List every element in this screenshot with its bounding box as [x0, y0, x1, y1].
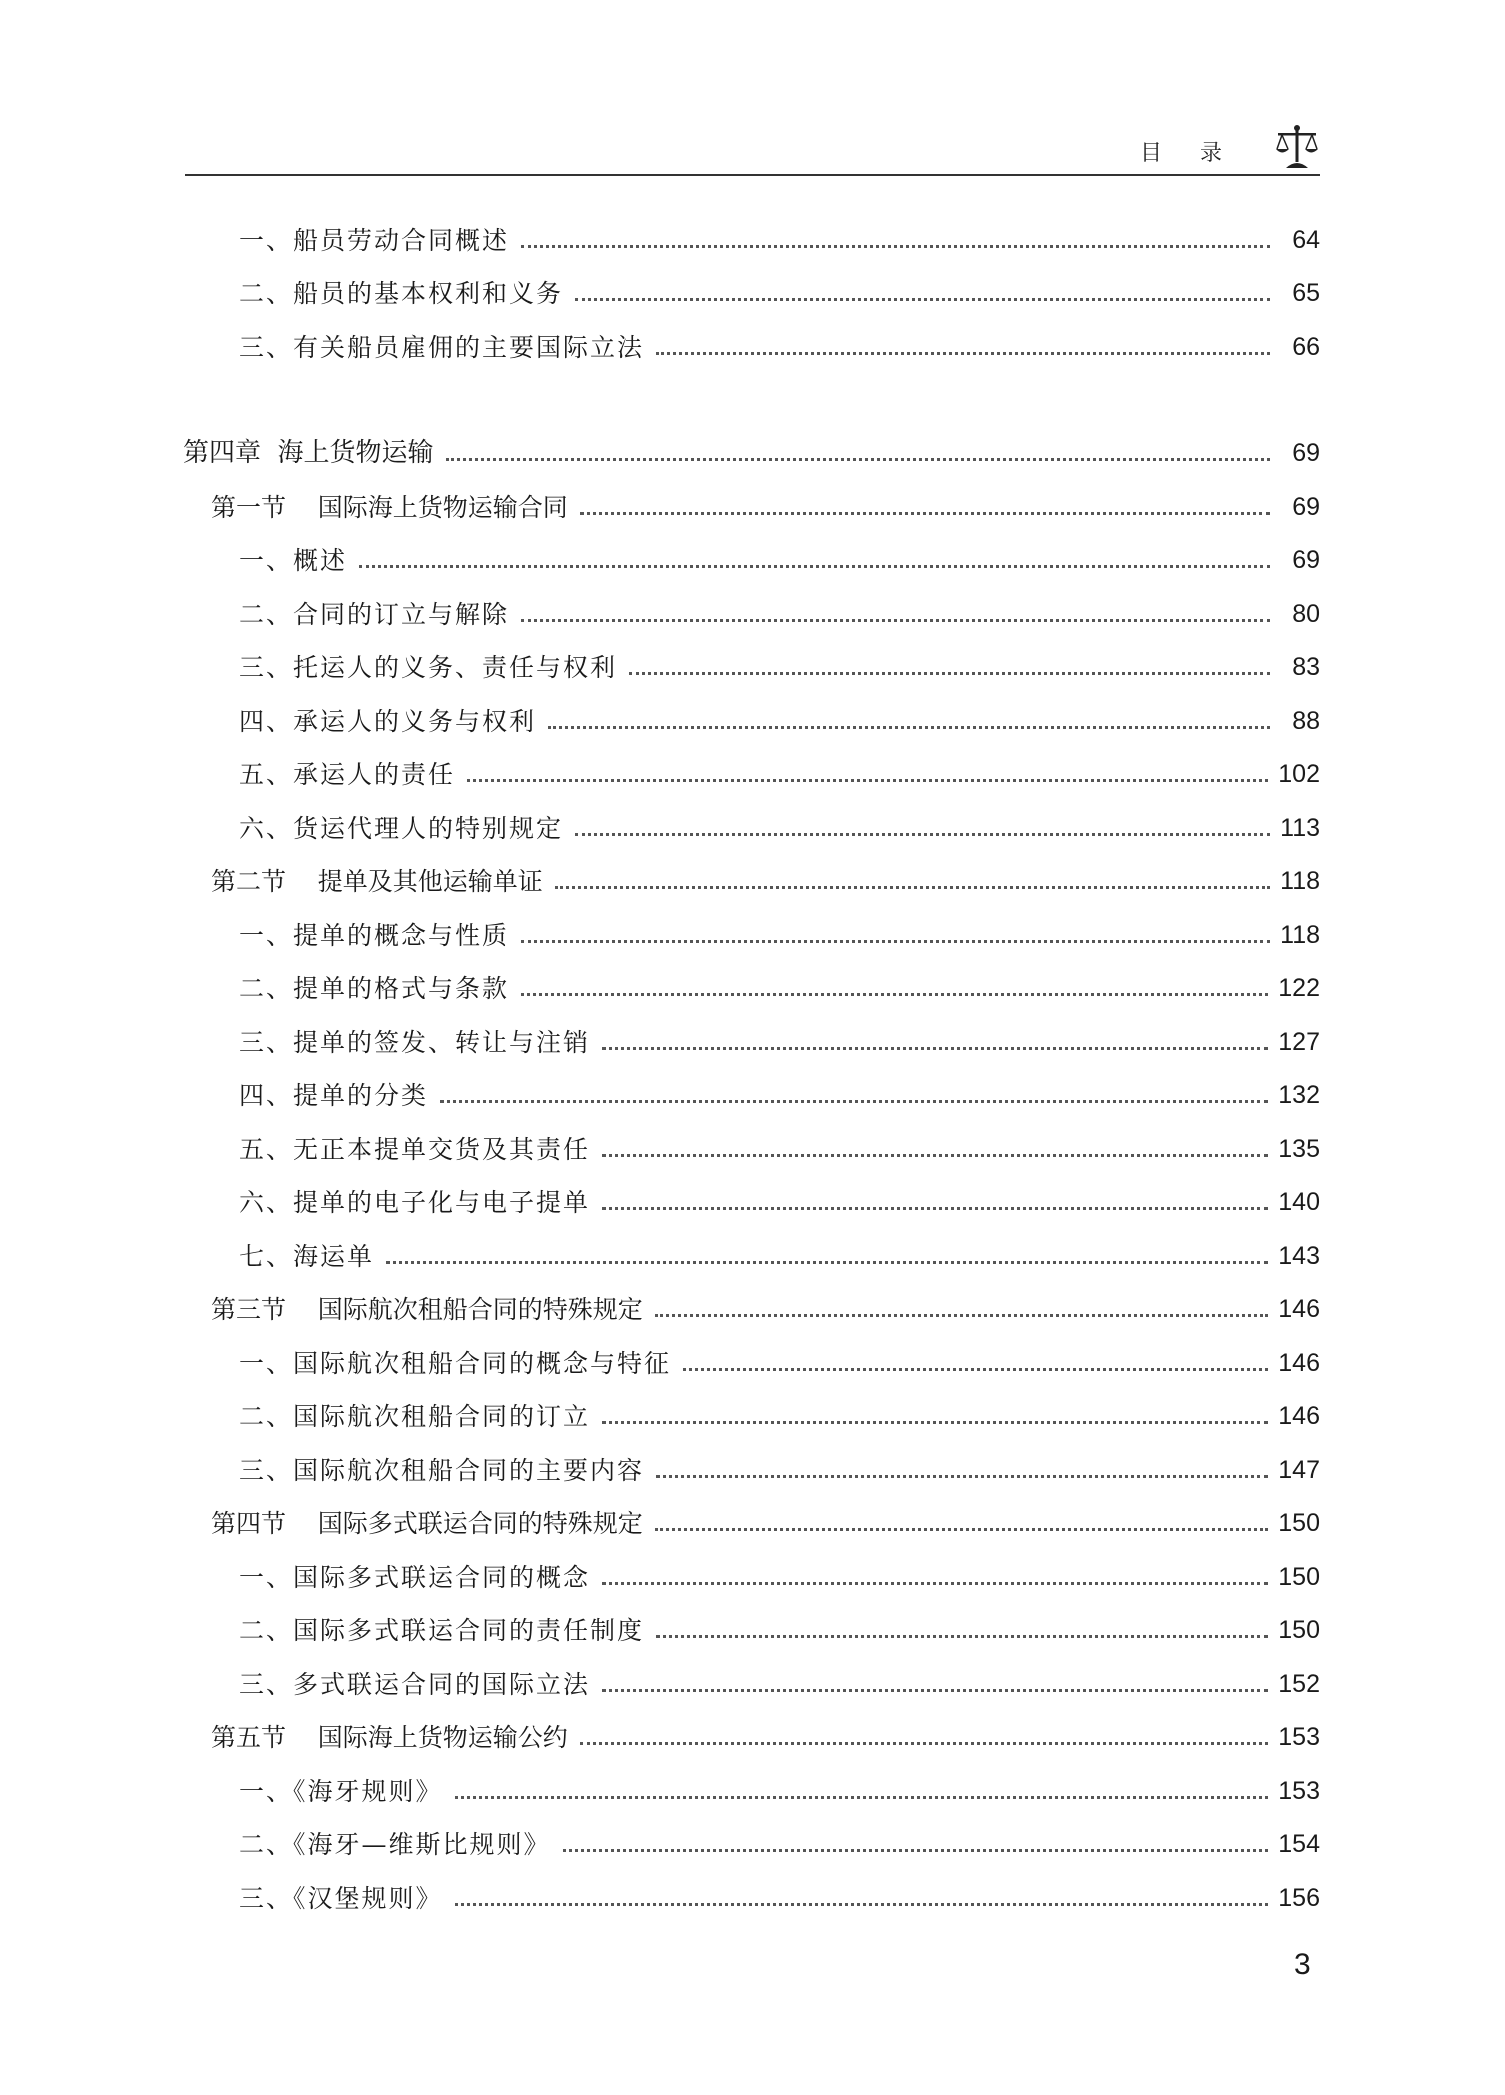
toc-entry-title: 一、概述 [239, 546, 348, 575]
toc-entry-page-number: 80 [1292, 599, 1320, 628]
dot-leader [359, 565, 1270, 568]
toc-entry-title: 二、国际多式联运合同的责任制度 [239, 1616, 645, 1645]
dot-leader [602, 1421, 1268, 1424]
toc-item-entry [183, 795, 1320, 849]
table-of-contents [183, 207, 1320, 1919]
toc-entry-page-number: 147 [1278, 1455, 1320, 1484]
toc-entry-title: 二、船员的基本权利和义务 [239, 279, 564, 308]
toc-item-entry [183, 1116, 1320, 1170]
toc-item-entry [183, 528, 1320, 582]
dot-leader [629, 672, 1270, 675]
dot-leader [602, 1047, 1268, 1050]
toc-item-entry [183, 1330, 1320, 1384]
toc-entry-page-number: 150 [1278, 1562, 1320, 1591]
toc-item-entry [183, 1544, 1320, 1598]
toc-item-entry [183, 688, 1320, 742]
toc-entry-page-number: 65 [1292, 279, 1320, 307]
dot-leader [580, 1742, 1268, 1745]
toc-entry-page-number: 88 [1292, 706, 1320, 735]
dot-leader [656, 352, 1270, 355]
toc-entry-title: 五、无正本提单交货及其责任 [239, 1134, 591, 1164]
toc-entry-title: 第一节 国际海上货物运输合同 [211, 492, 568, 522]
toc-item-entry [183, 314, 1320, 368]
toc-entry-title: 第五节 国际海上货物运输公约 [211, 1723, 568, 1752]
toc-entry-title: 三、有关船员雇佣的主要国际立法 [239, 332, 645, 362]
toc-entry-page-number: 127 [1278, 1027, 1320, 1056]
dot-leader [683, 1368, 1268, 1371]
toc-entry-page-number: 140 [1278, 1188, 1320, 1216]
toc-entry-page-number: 152 [1278, 1669, 1320, 1698]
dot-leader [467, 779, 1268, 782]
toc-entry-title: 三、多式联运合同的国际立法 [239, 1669, 591, 1699]
dot-leader [563, 1849, 1269, 1852]
toc-entry-title: 二、国际航次租船合同的订立 [239, 1402, 591, 1431]
toc-entry-title: 二、合同的订立与解除 [239, 599, 510, 629]
dot-leader [655, 1528, 1268, 1531]
toc-entry-page-number: 122 [1278, 974, 1320, 1002]
dot-leader [602, 1689, 1268, 1692]
toc-entry-page-number: 143 [1278, 1241, 1320, 1270]
toc-item-entry [183, 1384, 1320, 1438]
page-number: 3 [1294, 1948, 1311, 1981]
dot-leader [440, 1100, 1268, 1103]
header-title: 目录 [1139, 141, 1260, 166]
toc-entry-page-number: 146 [1278, 1402, 1320, 1430]
toc-item-entry [183, 742, 1320, 796]
toc-entry-title: 一、国际航次租船合同的概念与特征 [239, 1348, 672, 1378]
toc-entry-title: 二、提单的格式与条款 [239, 974, 510, 1003]
dot-leader [455, 1903, 1269, 1906]
toc-item-entry [183, 1651, 1320, 1705]
toc-item-entry [183, 635, 1320, 689]
toc-entry-title: 三、《汉堡规则》 [239, 1883, 443, 1913]
toc-entry-title: 五、承运人的责任 [239, 760, 456, 789]
toc-entry-title: 一、提单的概念与性质 [239, 920, 510, 950]
toc-entry-title: 第四节 国际多式联运合同的特殊规定 [211, 1509, 643, 1538]
toc-item-entry [183, 902, 1320, 956]
dot-leader [580, 512, 1270, 515]
toc-entry-page-number: 132 [1278, 1081, 1320, 1109]
dot-leader [602, 1207, 1268, 1210]
running-header [185, 130, 1320, 176]
toc-entry-page-number: 113 [1280, 813, 1320, 842]
toc-item-entry [183, 1437, 1320, 1491]
toc-entry-page-number: 64 [1292, 225, 1320, 254]
toc-entry-title: 第三节 国际航次租船合同的特殊规定 [211, 1295, 643, 1324]
toc-item-entry [183, 1063, 1320, 1117]
toc-entry-page-number: 150 [1278, 1509, 1320, 1537]
dot-leader [602, 1582, 1268, 1585]
dot-leader [656, 1475, 1268, 1478]
toc-entry-page-number: 150 [1278, 1616, 1320, 1644]
toc-entry-title: 二、《海牙—维斯比规则》 [239, 1830, 551, 1859]
toc-entry-page-number: 83 [1292, 653, 1320, 681]
toc-section-entry [183, 1705, 1320, 1759]
dot-leader [521, 619, 1270, 622]
dot-leader [548, 726, 1270, 729]
dot-leader [602, 1154, 1268, 1157]
toc-item-entry [183, 1812, 1320, 1866]
toc-entry-title: 四、提单的分类 [239, 1081, 429, 1110]
dot-leader [521, 940, 1270, 943]
toc-entry-page-number: 156 [1278, 1883, 1320, 1912]
toc-section-entry [183, 1491, 1320, 1545]
dot-leader [655, 1314, 1268, 1317]
toc-entry-page-number: 146 [1278, 1348, 1320, 1377]
dot-leader [521, 245, 1270, 248]
toc-entry-page-number: 154 [1278, 1830, 1320, 1858]
toc-entry-title: 一、船员劳动合同概述 [239, 225, 510, 255]
toc-entry-title: 三、托运人的义务、责任与权利 [239, 653, 618, 682]
dot-leader [575, 833, 1270, 836]
toc-entry-title: 第二节 提单及其他运输单证 [211, 867, 543, 896]
toc-section-entry [183, 474, 1320, 528]
toc-entry-title: 七、海运单 [239, 1241, 375, 1271]
scales-of-justice-icon [1274, 124, 1320, 170]
toc-entry-page-number: 102 [1278, 760, 1320, 788]
toc-item-entry [183, 1009, 1320, 1063]
toc-entry-title: 三、国际航次租船合同的主要内容 [239, 1455, 645, 1485]
toc-entry-title: 四、承运人的义务与权利 [239, 706, 537, 736]
dot-leader [555, 886, 1270, 889]
toc-item-entry [183, 956, 1320, 1010]
toc-entry-page-number: 153 [1278, 1723, 1320, 1751]
toc-entry-title: 六、货运代理人的特别规定 [239, 813, 564, 843]
toc-chapter-entry [183, 421, 1320, 475]
toc-item-entry [183, 261, 1320, 315]
dot-leader [386, 1261, 1268, 1264]
dot-leader [446, 458, 1270, 461]
dot-leader [575, 298, 1270, 301]
toc-entry-page-number: 66 [1292, 332, 1320, 361]
toc-item-entry [183, 1598, 1320, 1652]
toc-entry-page-number: 69 [1292, 546, 1320, 574]
toc-entry-title: 一、《海牙规则》 [239, 1776, 443, 1806]
toc-item-entry [183, 207, 1320, 261]
toc-entry-page-number: 69 [1292, 439, 1320, 467]
toc-item-entry [183, 1865, 1320, 1919]
toc-item-entry [183, 1223, 1320, 1277]
toc-entry-page-number: 135 [1278, 1134, 1320, 1163]
toc-entry-title: 第四章 海上货物运输 [183, 438, 434, 468]
dot-leader [521, 993, 1268, 996]
dot-leader [455, 1796, 1269, 1799]
toc-entry-page-number: 118 [1280, 920, 1320, 949]
toc-section-entry [183, 1277, 1320, 1331]
toc-entry-page-number: 118 [1280, 867, 1320, 895]
toc-gap [183, 368, 1320, 421]
toc-entry-title: 六、提单的电子化与电子提单 [239, 1188, 591, 1217]
toc-section-entry [183, 849, 1320, 903]
toc-item-entry [183, 1758, 1320, 1812]
toc-entry-title: 一、国际多式联运合同的概念 [239, 1562, 591, 1592]
toc-entry-title: 三、提单的签发、转让与注销 [239, 1027, 591, 1057]
toc-entry-page-number: 146 [1278, 1295, 1320, 1323]
toc-entry-page-number: 69 [1292, 492, 1320, 521]
toc-entry-page-number: 153 [1278, 1776, 1320, 1805]
toc-item-entry [183, 1170, 1320, 1224]
header-rule [185, 174, 1320, 176]
toc-item-entry [183, 581, 1320, 635]
dot-leader [656, 1635, 1268, 1638]
